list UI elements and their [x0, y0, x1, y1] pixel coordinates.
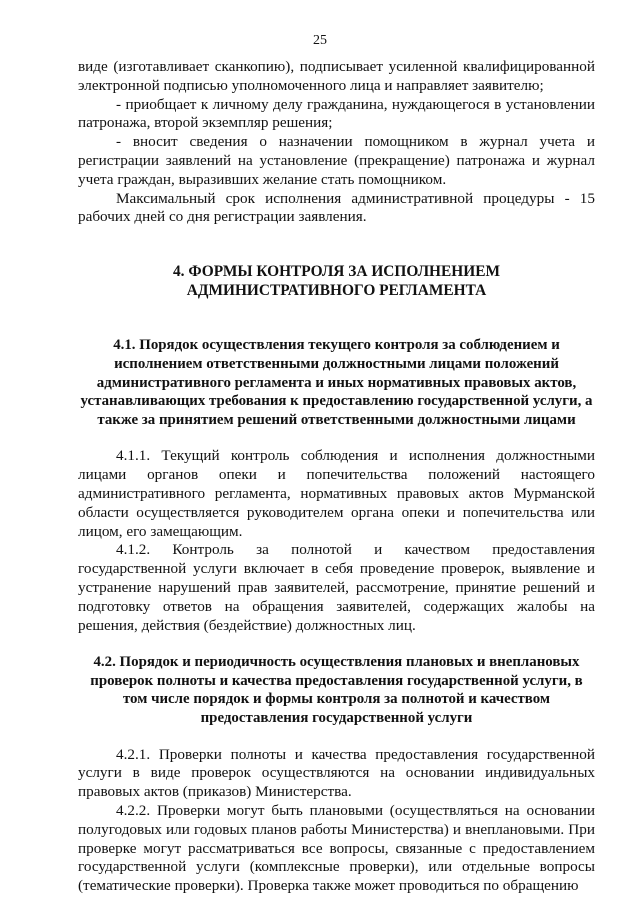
- paragraph-max-term: Максимальный срок исполнения административной процедуры - 15 рабочих дней со дня регистрации заявления.: [78, 189, 595, 226]
- paragraph-register-item: - вносит сведения о назначении помощником в журнал учета и регистрации заявлений на установление (прекращение) патронажа и журнал учета граждан, выразивших желание стать помощником.: [78, 133, 595, 188]
- paragraph-4-2-2: 4.2.2. Проверки могут быть плановыми (осуществляться на основании полугодовых или годовых планов работы Министерства) и внеплановыми. При проверке могут рассматриваться все вопросы, связанные с предоставлением государственной услуги (комплексные проверки), или отдельные вопросы (тематические проверки). Проверка также может проводиться по обращению: [78, 802, 595, 895]
- section-4-title-line2: АДМИНИСТРАТИВНОГО РЕГЛАМЕНТА: [186, 281, 487, 299]
- paragraph-attach-item: - приобщает к личному делу гражданина, нуждающегося в установлении патронажа, второй экземпляр решения;: [78, 95, 595, 132]
- paragraph-4-2-1: 4.2.1. Проверки полноты и качества предоставления государственной услуги в виде проверок осуществляются на основании индивидуальных правовых актов (приказов) Министерства.: [78, 745, 595, 801]
- section-4-title-line1: 4. ФОРМЫ КОНТРОЛЯ ЗА ИСПОЛНЕНИЕМ: [172, 263, 501, 281]
- page-number: 25: [313, 33, 327, 48]
- paragraph-continuation: виде (изготавливает сканкопию), подписывает усиленной квалифицированной электронной подписью уполномоченного лица и направляет заявителю;: [78, 58, 595, 94]
- document-body: [78, 58, 595, 896]
- section-4-heading: [78, 263, 595, 300]
- subsection-4-2-heading: 4.2. Порядок и периодичность осуществления плановых и внеплановых проверок полноты и качества предоставления государственной услуги, в том числе порядок и формы контроля за полнотой и качеством предоставления государственной услуги: [90, 654, 583, 727]
- paragraph-4-1-2: 4.1.2. Контроль за полнотой и качеством предоставления государственной услуги включает в себя проведение проверок, выявление и устранение нарушений прав заявителей, рассмотрение, принятие решений и подготовку ответов на обращения заявителей, содержащих жалобы на решения, действия (бездействие) должностных лиц.: [78, 541, 595, 634]
- subsection-4-1-heading: 4.1. Порядок осуществления текущего контроля за соблюдением и исполнением ответственными должностными лицами положений административного регламента и иных нормативных правовых актов, устанавливающих требования к предоставлению государственной услуги, а также за принятием решений ответственными должностными лицами: [80, 337, 593, 428]
- paragraph-4-1-1: 4.1.1. Текущий контроль соблюдения и исполнения должностными лицами органов опеки и попечительства положений настоящего административного регламента, нормативных правовых актов Мурманской области осуществляется руководителем органа опеки и попечительства или лицом, его замещающим.: [78, 447, 595, 540]
